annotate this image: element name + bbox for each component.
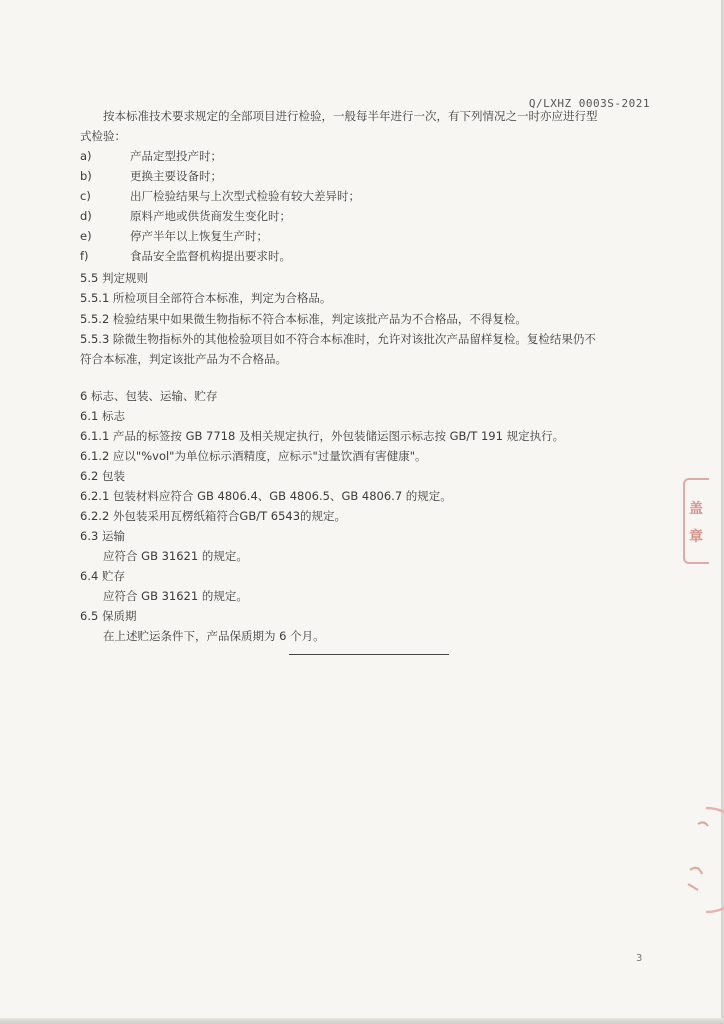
section-6-3-heading: 6.3 运输	[80, 529, 125, 543]
round-seal-fragment	[676, 800, 724, 920]
condition-label: b)	[80, 169, 92, 183]
clause-6-5-text: 在上述贮运条件下，产品保质期为 6 个月。	[103, 629, 325, 643]
intro-line-1: 按本标准技术要求规定的全部项目进行检验，一般每半年进行一次，有下列情况之一时亦应进行型	[103, 109, 598, 123]
section-6-heading: 6 标志、包装、运输、贮存	[80, 389, 218, 403]
section-5-5-heading: 5.5 判定规则	[80, 271, 148, 285]
section-6-4-heading: 6.4 贮存	[80, 569, 125, 583]
clause-6-1-2: 6.1.2 应以"%vol"为单位标示酒精度，应标示"过量饮酒有害健康"。	[80, 449, 427, 463]
clause-6-2-2: 6.2.2 外包装采用瓦楞纸箱符合GB/T 6543的规定。	[80, 509, 347, 523]
section-6-5-heading: 6.5 保质期	[80, 609, 137, 623]
rule-5-5-3-line-2: 符合本标准，判定该批产品为不合格品。	[80, 352, 287, 366]
condition-text: 原料产地或供货商发生变化时；	[130, 209, 291, 223]
page-bottom-edge	[0, 1018, 724, 1024]
section-6-1-heading: 6.1 标志	[80, 409, 125, 423]
clause-6-3-text: 应符合 GB 31621 的规定。	[103, 549, 248, 563]
seal-stamp-fragment: 盖 章	[683, 478, 709, 564]
condition-label: f)	[80, 249, 89, 263]
condition-text: 更换主要设备时；	[130, 169, 222, 183]
condition-label: e)	[80, 229, 92, 243]
condition-label: c)	[80, 189, 91, 203]
clause-6-2-1: 6.2.1 包装材料应符合 GB 4806.4、GB 4806.5、GB 4806.7 的规定。	[80, 489, 452, 503]
condition-label: a)	[80, 149, 92, 163]
condition-text: 停产半年以上恢复生产时；	[130, 229, 268, 243]
condition-text: 出厂检验结果与上次型式检验有较大差异时；	[130, 189, 360, 203]
section-6-2-heading: 6.2 包装	[80, 469, 125, 483]
clause-6-4-text: 应符合 GB 31621 的规定。	[103, 589, 248, 603]
page-number: 3	[636, 953, 643, 964]
rule-5-5-2: 5.5.2 检验结果中如果微生物指标不符合本标准，判定该批产品为不合格品，不得复检。	[80, 312, 527, 326]
intro-line-2: 式检验：	[80, 129, 126, 143]
condition-text: 产品定型投产时；	[130, 149, 222, 163]
rule-5-5-1: 5.5.1 所检项目全部符合本标准，判定为合格品。	[80, 291, 332, 305]
condition-text: 食品安全监督机构提出要求时。	[130, 249, 291, 263]
end-rule	[289, 654, 449, 655]
condition-label: d)	[80, 209, 92, 223]
rule-5-5-3-line-1: 5.5.3 除微生物指标外的其他检验项目如不符合本标准时，允许对该批次产品留样复检。复检结果仍不	[80, 332, 596, 346]
clause-6-1-1: 6.1.1 产品的标签按 GB 7718 及相关规定执行，外包装储运图示标志按 GB/T 191 规定执行。	[80, 429, 565, 443]
standard-code: Q/LXHZ 0003S-2021	[528, 97, 650, 110]
